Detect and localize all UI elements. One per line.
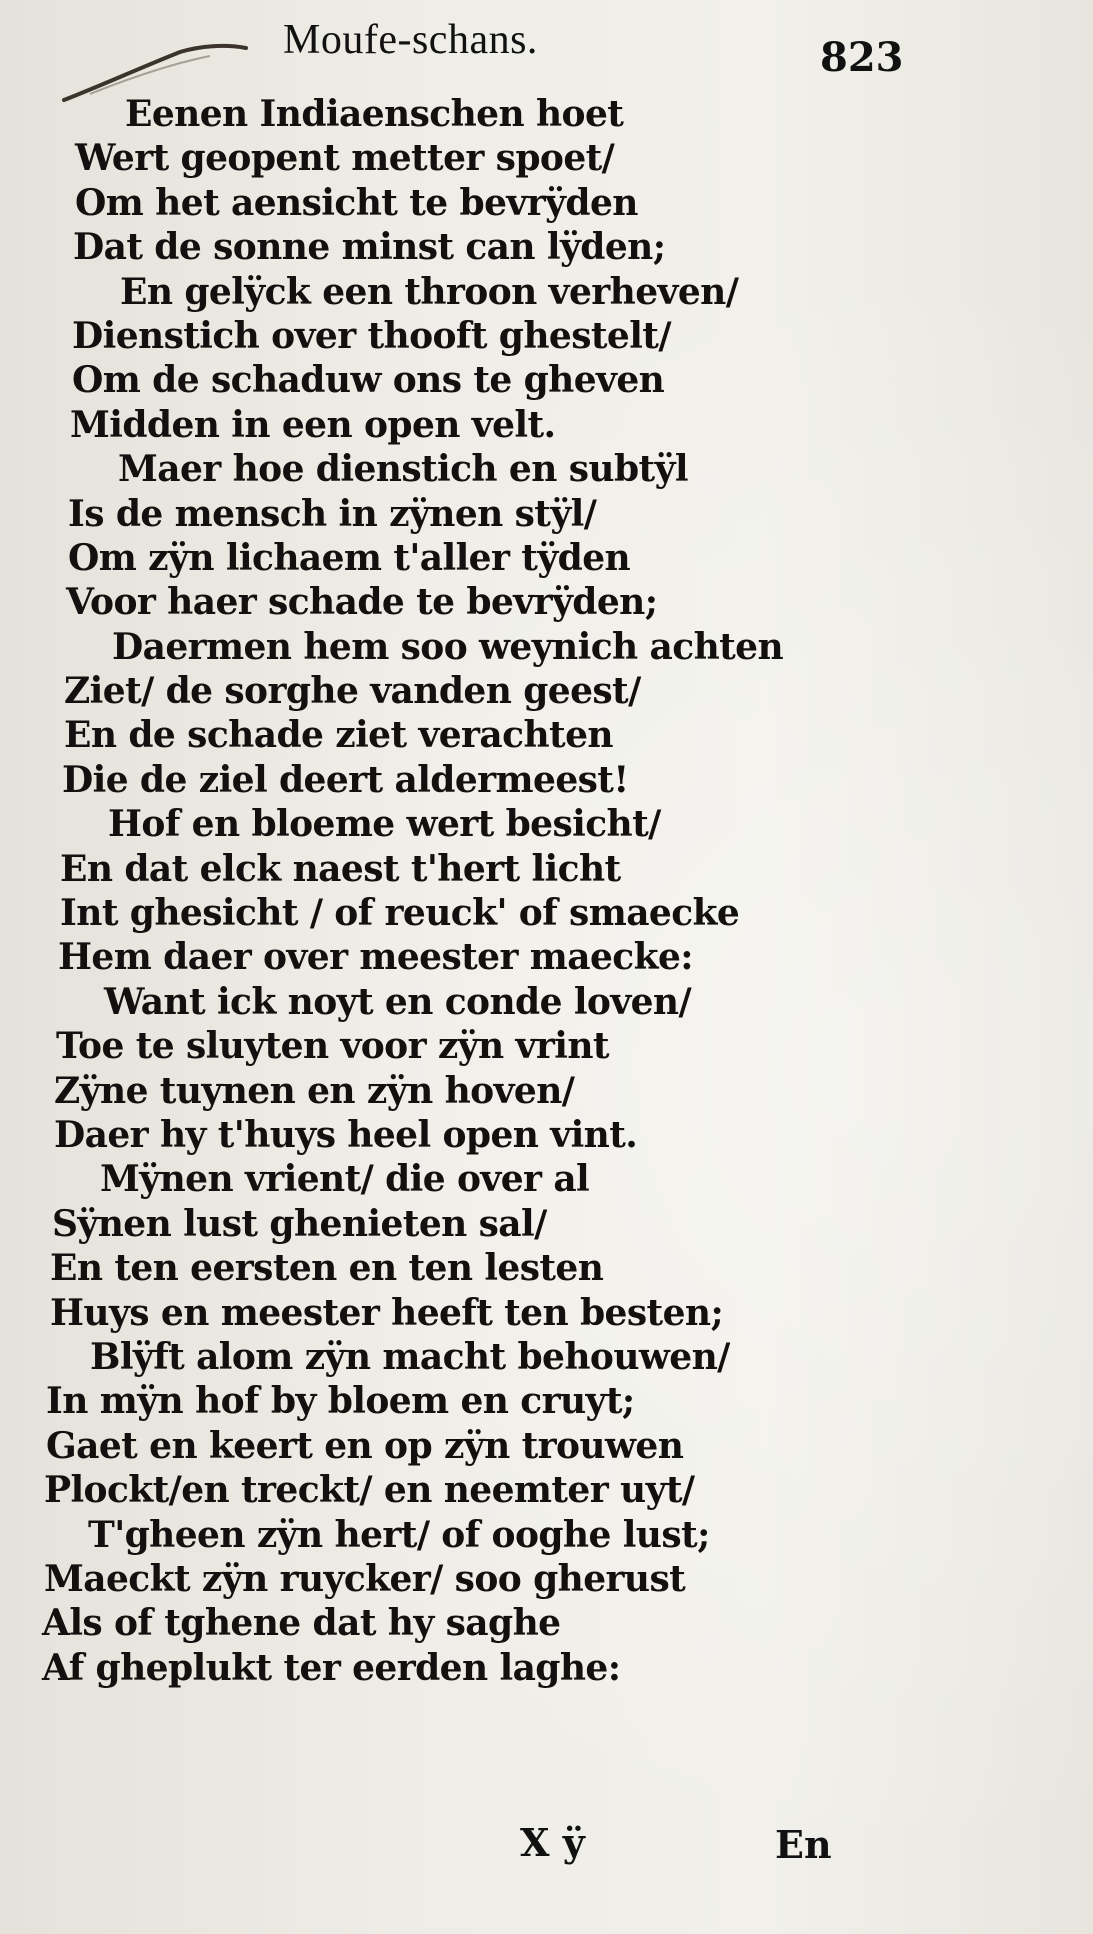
poem-text	[40, 92, 860, 1690]
poem-line: Huys en meester heeft ten besten;	[50, 1291, 724, 1334]
running-head: Moufe-schans.	[283, 17, 538, 63]
poem-line: Die de ziel deert aldermeest!	[62, 758, 629, 801]
poem-line: Plockt/en treckt/ en neemter uyt/	[44, 1469, 695, 1512]
page-number: 823	[820, 34, 904, 81]
poem-line: En dat elck naest t'hert licht	[60, 847, 621, 890]
poem-line: In mÿn hof by bloem en cruyt;	[46, 1380, 635, 1423]
poem-line: Af gheplukt ter eerden laghe:	[42, 1646, 621, 1689]
poem-line: Om de schaduw ons te gheven	[72, 359, 665, 402]
poem-line: Maer hoe dienstich en subtÿl	[118, 448, 688, 491]
poem-line: Om zÿn lichaem t'aller tÿden	[68, 536, 631, 579]
poem-line: Gaet en keert en op zÿn trouwen	[46, 1424, 684, 1467]
poem-line: Maeckt zÿn ruycker/ soo gherust	[44, 1557, 686, 1600]
page-footer	[0, 1820, 1093, 1880]
poem-line: Wert geopent metter spoet/	[75, 137, 615, 180]
poem-line: Is de mensch in zÿnen stÿl/	[68, 492, 597, 535]
poem-line: En ten eersten en ten lesten	[50, 1247, 604, 1290]
poem-line: En gelÿck een throon verheven/	[120, 270, 739, 313]
poem-line: Dat de sonne minst can lÿden;	[73, 226, 666, 269]
poem-line: Zÿne tuynen en zÿn hoven/	[54, 1069, 575, 1112]
poem-line: Dienstich over thooft ghestelt/	[72, 314, 671, 357]
poem-line: Om het aensicht te bevrÿden	[75, 181, 638, 224]
signature-mark: X ÿ	[520, 1820, 585, 1865]
poem-line: Sÿnen lust ghenieten sal/	[52, 1202, 547, 1245]
poem-line: Mÿnen vrient/ die over al	[100, 1158, 590, 1201]
poem-line: Daermen hem soo weynich achten	[112, 625, 784, 668]
poem-line: T'gheen zÿn hert/ of ooghe lust;	[88, 1513, 710, 1556]
poem-line: Hem daer over meester maecke:	[58, 936, 693, 979]
poem-line: Toe te sluyten voor zÿn vrint	[56, 1025, 609, 1068]
poem-line: Hof en bloeme wert besicht/	[108, 803, 661, 846]
poem-line: Als of tghene dat hy saghe	[42, 1602, 561, 1645]
poem-line: Voor haer schade te bevrÿden;	[66, 581, 658, 624]
poem-line: Daer hy t'huys heel open vint.	[54, 1113, 638, 1156]
poem-line: Int ghesicht / of reuck' of smaecke	[60, 892, 740, 935]
poem-line: Blÿft alom zÿn macht behouwen/	[90, 1335, 730, 1378]
poem-line: Want ick noyt en conde loven/	[104, 980, 692, 1023]
poem-line: Eenen Indiaenschen hoet	[125, 93, 624, 135]
poem-line: En de schade ziet verachten	[64, 714, 613, 757]
poem-line: Ziet/ de sorghe vanden geest/	[64, 670, 641, 713]
catchword: En	[775, 1822, 832, 1867]
poem-line: Midden in een open velt.	[70, 403, 556, 446]
